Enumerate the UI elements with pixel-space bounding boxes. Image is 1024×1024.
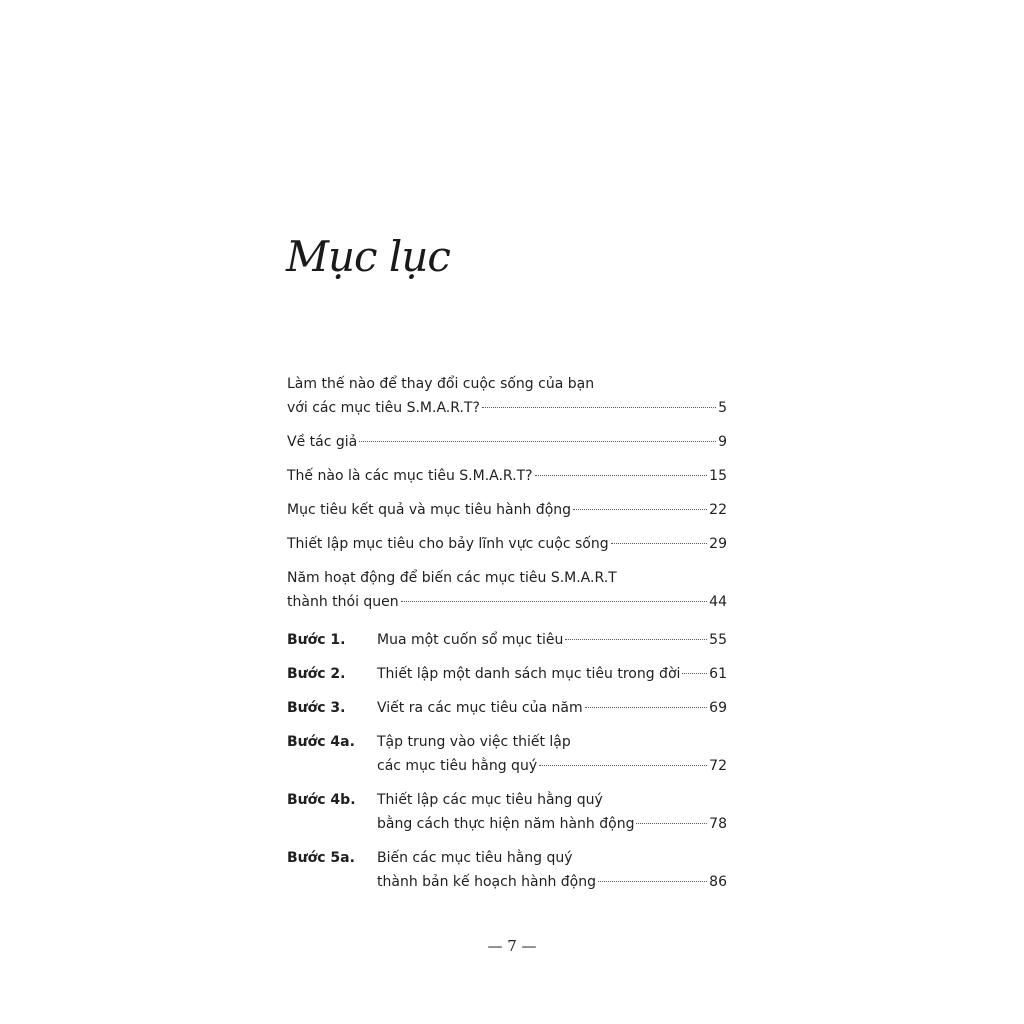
dot-leader [482, 407, 716, 408]
dot-leader [565, 639, 707, 640]
toc-step [287, 628, 727, 652]
toc-page-number: 72 [709, 758, 727, 774]
toc-entry-text: Mua một cuốn sổ mục tiêu [377, 632, 564, 648]
toc-page-number: 61 [709, 666, 727, 682]
toc-step [287, 846, 727, 894]
toc-entry [287, 430, 727, 454]
dot-leader [359, 441, 716, 442]
toc-page-number: 9 [718, 434, 727, 450]
toc-entry-text: thành thói quen [287, 594, 399, 610]
dot-leader [535, 475, 708, 476]
toc-entry-text: Thế nào là các mục tiêu S.M.A.R.T? [287, 468, 533, 484]
step-label: Bước 4a. [287, 734, 355, 750]
toc-entry-text: Viết ra các mục tiêu của năm [377, 700, 583, 716]
toc-entry [287, 372, 727, 420]
toc-entry-text: thành bản kế hoạch hành động [377, 874, 596, 890]
step-label: Bước 2. [287, 666, 346, 682]
page-title: Mục lục [286, 232, 450, 281]
toc-entry-text: các mục tiêu hằng quý [377, 758, 538, 774]
page-number: — 7 — [487, 937, 537, 955]
toc-entry-text: Mục tiêu kết quả và mục tiêu hành động [287, 502, 572, 518]
toc-page-number: 69 [709, 700, 727, 716]
toc-step [287, 696, 727, 720]
toc-entry-text: Về tác giả [287, 434, 358, 450]
dot-leader [598, 881, 707, 882]
toc-page-number: 22 [709, 502, 727, 518]
toc-entry-text: Biến các mục tiêu hằng quý [377, 850, 573, 866]
toc-entry [287, 566, 727, 614]
toc-entry-text: Làm thế nào để thay đổi cuộc sống của bạn [287, 376, 595, 392]
toc-entry-text: Thiết lập mục tiêu cho bảy lĩnh vực cuộc sống [287, 536, 609, 552]
toc-page-number: 15 [709, 468, 727, 484]
toc-entry-text: Thiết lập một danh sách mục tiêu trong đời [377, 666, 681, 682]
step-label: Bước 5a. [287, 850, 355, 866]
dot-leader [636, 823, 707, 824]
toc-step [287, 662, 727, 686]
dot-leader [611, 543, 708, 544]
toc-entry-text: Thiết lập các mục tiêu hằng quý [377, 792, 603, 808]
toc-page-number: 78 [709, 816, 727, 832]
toc-page-number: 29 [709, 536, 727, 552]
toc-entry-text: với các mục tiêu S.M.A.R.T? [287, 400, 480, 416]
toc-step [287, 730, 727, 778]
step-label: Bước 4b. [287, 792, 356, 808]
toc-step [287, 788, 727, 836]
step-label: Bước 1. [287, 632, 346, 648]
toc-entry [287, 532, 727, 556]
toc-entry [287, 498, 727, 522]
toc-page-number: 55 [709, 632, 727, 648]
dot-leader [401, 601, 708, 602]
toc-page-number: 86 [709, 874, 727, 890]
step-label: Bước 3. [287, 700, 346, 716]
table-of-contents [287, 372, 727, 904]
toc-entry-text: bằng cách thực hiện năm hành động [377, 816, 635, 832]
toc-page-number: 5 [718, 400, 727, 416]
toc-entry [287, 464, 727, 488]
dot-leader [682, 673, 707, 674]
dot-leader [539, 765, 707, 766]
toc-page-number: 44 [709, 594, 727, 610]
dot-leader [573, 509, 707, 510]
toc-entry-text: Tập trung vào việc thiết lập [377, 734, 571, 750]
toc-entry-text: Năm hoạt động để biến các mục tiêu S.M.A.R.T [287, 570, 617, 586]
dot-leader [585, 707, 708, 708]
